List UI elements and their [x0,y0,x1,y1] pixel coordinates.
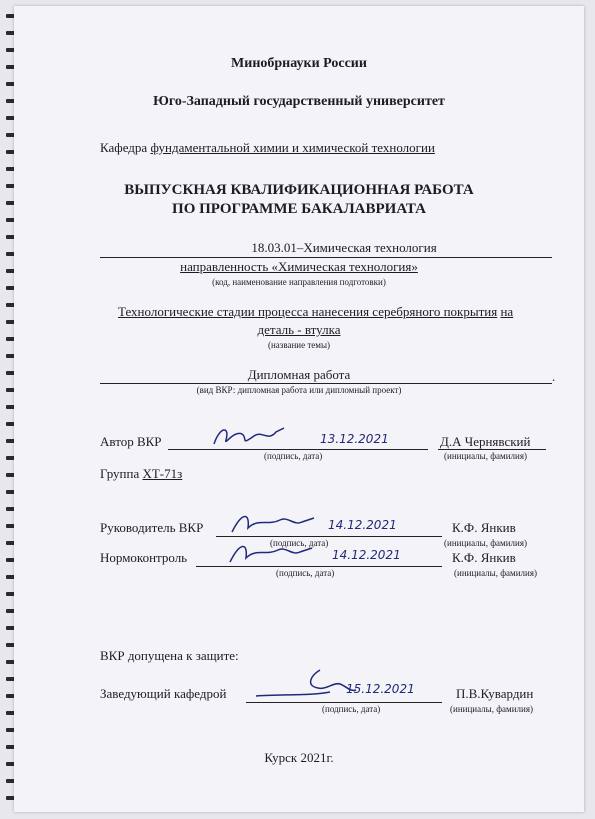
department-prefix: Кафедра [100,140,148,155]
supervisor-date: 14.12.2021 [328,518,397,532]
head-name: П.В.Кувардин [456,686,534,701]
work-type-caption: (вид ВКР: дипломная работа или дипломный проект) [196,385,402,395]
author-name-caption: (инициалы, фамилия) [444,451,527,461]
title-line2: ПО ПРОГРАММЕ БАКАЛАВРИАТА [172,201,426,217]
head-date: 15.12.2021 [346,682,415,696]
author-sig-caption: (подпись, дата) [264,451,323,461]
normcontrol-date: 14.12.2021 [332,548,401,562]
supervisor-name: К.Ф. Янкив [452,520,516,535]
author-sign-line [168,449,428,450]
university: Юго-Западный государственный университет [153,94,445,109]
head-signature [250,666,360,709]
topic-caption: (название темы) [267,340,331,350]
normcontrol-name: К.Ф. Янкив [452,550,516,565]
supervisor-label: Руководитель ВКР [100,520,204,535]
group [100,466,182,482]
normcontrol-label: Нормоконтроль [100,550,188,565]
topic-line2: деталь - втулка [257,322,341,337]
title-line1: ВЫПУСКНАЯ КВАЛИФИКАЦИОННАЯ РАБОТА [124,182,474,198]
program-line [100,257,552,258]
head-sig-caption: (подпись, дата) [322,704,381,714]
author-name-line [438,449,546,450]
admission-text: ВКР допущена к защите: [100,648,239,663]
author-date: 13.12.2021 [320,432,389,446]
head-name-caption: (инициалы, фамилия) [450,704,533,714]
group-value: ХТ-71з [142,466,183,481]
program-focus: направленность «Химическая технология» [180,259,418,274]
topic-text-suffix: на [500,304,514,319]
topic-text: Технологические стадии процесса нанесения серебряного покрытия [118,304,498,319]
department-name: фундаментальной химии и химической технологии [150,140,435,155]
head-label: Заведующий кафедрой [100,686,227,701]
supervisor-name-caption: (инициалы, фамилия) [444,538,527,548]
supervisor-sig-caption: (подпись, дата) [270,538,329,548]
author-label: Автор ВКР [100,434,162,449]
title-page [14,6,584,812]
group-label: Группа [100,466,140,481]
topic-line1 [118,304,513,320]
ministry: Минобрнауки России [231,56,367,71]
work-type: Дипломная работа [247,367,351,382]
program-caption: (код, наименование направления подготовки) [212,277,386,287]
work-type-dot: . [552,369,556,384]
program-code: 18.03.01–Химическая технология [251,240,437,255]
work-type-line [100,383,552,384]
author-name: Д.А Чернявский [440,434,531,449]
department [100,140,435,156]
city-year: Курск 2021г. [264,750,334,765]
normcontrol-sig-caption: (подпись, дата) [276,568,335,578]
normcontrol-name-caption: (инициалы, фамилия) [454,568,537,578]
